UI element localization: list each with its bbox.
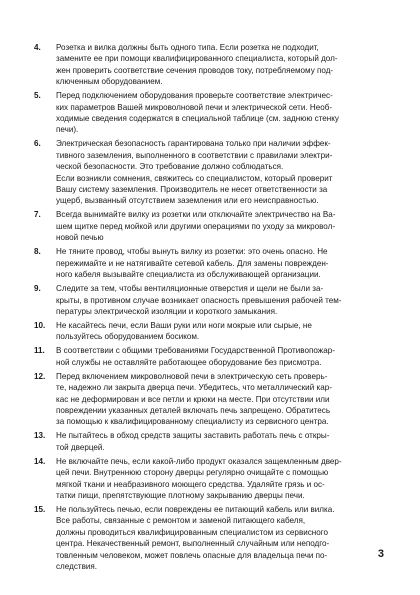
- list-item: [34, 345, 390, 368]
- list-item: [34, 209, 390, 243]
- item-number: 11.: [34, 346, 45, 356]
- item-text: Розетка и вилка должны быть одного типа. Если розетка не подходит, замените ее при помощи квалифицированного специалиста, который дол- жен проверить соответствие сечения проводов току, потребляемому под- ключенным оборудованием.: [56, 43, 338, 87]
- item-text: Не пытайтесь в обход средств защиты заставить работать печь с откры- той дверцей.: [56, 431, 330, 452]
- list-item: [34, 504, 390, 572]
- list-item: [34, 371, 390, 428]
- item-text: Перед подключением оборудования проверьте соответствие электричес- ких параметров Вашей микроволновой печи и электрической сети. Необ- ходимые сведения содержатся в специальной таблице (см. заднюю стенку печи).: [56, 91, 339, 135]
- item-number: 13.: [34, 431, 46, 441]
- item-number: 12.: [34, 371, 46, 381]
- item-number: 15.: [34, 504, 46, 514]
- item-number: 9.: [34, 284, 41, 294]
- page-number: 3: [377, 548, 384, 560]
- item-text: Всегда вынимайте вилку из розетки или отключайте электричество на Ва- шем щитке перед мойкой или другими операциями по уходу за микровол- новой печью: [56, 210, 336, 243]
- item-number: 10.: [34, 320, 46, 330]
- item-number: 5.: [34, 91, 41, 101]
- item-text: Перед включением микроволновой печи в электрическую сеть проверь- те, надежно ли закрыта дверца печи. Убедитесь, что металлический кар- кас не деформирован и все петли и крюки на месте. При отсутствии или повреждении указанных деталей включать печь запрещено. Обратитесь за помощью к квалифицированному специалисту из сервисного центра.: [56, 371, 332, 427]
- list-item: [34, 320, 390, 343]
- item-text: Не пользуйтесь печью, если повреждены ее питающий кабель или вилка. Все работы, связанные с ремонтом и заменой питающего кабеля, должны проводиться квалифицированным специалистом из сервисного центра. Некачественный ремонт, выполненный случайным или неподго- товленным человеком, может повлечь опасные для владельца печи по- следствия.: [56, 504, 335, 571]
- item-text: Не включайте печь, если какой-либо продукт оказался защемленным двер- цей печи. Внутреннюю сторону дверцы регулярно очищайте с помощью мягкой ткани и неабразивного моющего средства. Удаляйте грязь и ос- татки пищи, препятствующие плотному закрыванию дверцы печи.: [56, 456, 342, 500]
- item-text: В соответствии с общими требованиями Государственной Противопожар- ной службы не оставляйте работающее оборудование без присмотра.: [56, 346, 335, 367]
- item-number: 8.: [34, 247, 41, 257]
- list-item: [34, 246, 390, 280]
- item-number: 7.: [34, 210, 41, 220]
- item-number: 14.: [34, 456, 46, 466]
- item-text: Следите за тем, чтобы вентиляционные отверстия и щели не были за- крыты, в противном случае возникает опасность превышения рабочей тем- пературы электрической изоляции и короткого замыкания.: [56, 284, 342, 316]
- item-text: Не тяните провод, чтобы вынуть вилку из розетки: это очень опасно. Не пережимайте и не натягивайте сетевой кабель. Для замены поврежден- ного кабеля вызывайте специалиста из обслуживающей организации.: [56, 247, 329, 280]
- item-number: 4.: [34, 43, 41, 52]
- list-item: [34, 90, 390, 136]
- list-item: [34, 138, 390, 206]
- item-number: 6.: [34, 139, 41, 149]
- list-item: [34, 42, 390, 88]
- list-item: [34, 430, 390, 453]
- item-text: Электрическая безопасность гарантирована только при наличии эффек- тивного заземления, выполненного в соответствии с правилами электри- ческой безопасности. Это требование должно соблюдаться. Если возникли сомнения, свяжитесь со специалистом, который проверит Вашу систему заземления. Производитель не несет ответственности за ущерб, вызванный отсутствием заземления или его неисправностью.: [56, 139, 333, 206]
- item-text: Не касайтесь печи, если Ваши руки или ноги мокрые или сырые, не пользуйтесь оборудованием босиком.: [56, 320, 312, 342]
- list-item: [34, 283, 390, 317]
- list-item: [34, 456, 390, 502]
- safety-instructions-list: [34, 42, 390, 575]
